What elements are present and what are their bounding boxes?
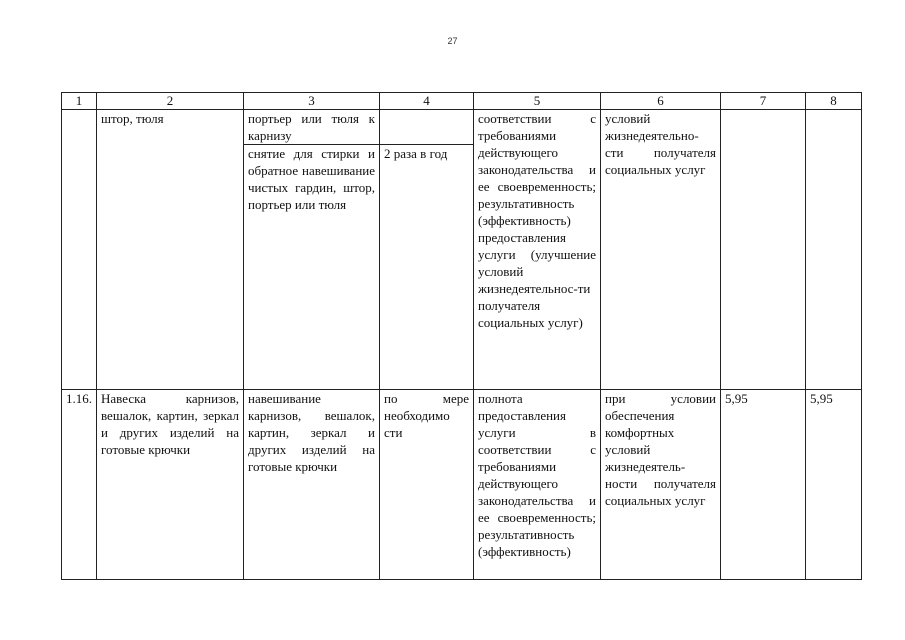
table-row: [62, 390, 862, 580]
header-cell: 4: [380, 93, 474, 110]
cell-quality: полнота предоставления услуги в соответствии с требованиями действующего законодательства и ее своевременность; результативность (эффективность): [474, 390, 601, 580]
table-row: [62, 110, 862, 145]
cell-col8: [806, 110, 862, 390]
cell-conditions: условий жизнедеятельно-сти получателя социальных услуг: [601, 110, 721, 390]
cell-service-content: снятие для стирки и обратное навешивание чистых гардин, штор, портьер или тюля: [244, 145, 380, 390]
header-cell: 8: [806, 93, 862, 110]
header-cell: 5: [474, 93, 601, 110]
page-number: 27: [447, 36, 458, 46]
cell-col8: 5,95: [806, 390, 862, 580]
cell-col7: [721, 110, 806, 390]
cell-periodicity: по мере необходимо сти: [380, 390, 474, 580]
services-table: [61, 92, 862, 580]
header-cell: 2: [97, 93, 244, 110]
cell-conditions: при условии обеспечения комфортных условий жизнедеятель-ности получателя социальных услуг: [601, 390, 721, 580]
header-cell: 3: [244, 93, 380, 110]
cell-service-name: Навеска карнизов, вешалок, картин, зеркал и других изделий на готовые крючки: [97, 390, 244, 580]
header-cell: 7: [721, 93, 806, 110]
cell-service-content: навешивание карнизов, вешалок, картин, зеркал и других изделий на готовые крючки: [244, 390, 380, 580]
cell-col1: [62, 110, 97, 390]
cell-periodicity: [380, 110, 474, 145]
table-header-row: [62, 93, 862, 110]
cell-row-number: 1.16.: [62, 390, 97, 580]
cell-quality: соответствии с требованиями действующего законодательства и ее своевременность; результативность (эффективность) предоставления услуги (улучшение условий жизнедеятельнос-ти получателя социальных услуг): [474, 110, 601, 390]
cell-col7: 5,95: [721, 390, 806, 580]
header-cell: 6: [601, 93, 721, 110]
cell-service-content: портьер или тюля к карнизу: [244, 110, 380, 145]
cell-periodicity: 2 раза в год: [380, 145, 474, 390]
header-cell: 1: [62, 93, 97, 110]
cell-service-name: штор, тюля: [97, 110, 244, 390]
